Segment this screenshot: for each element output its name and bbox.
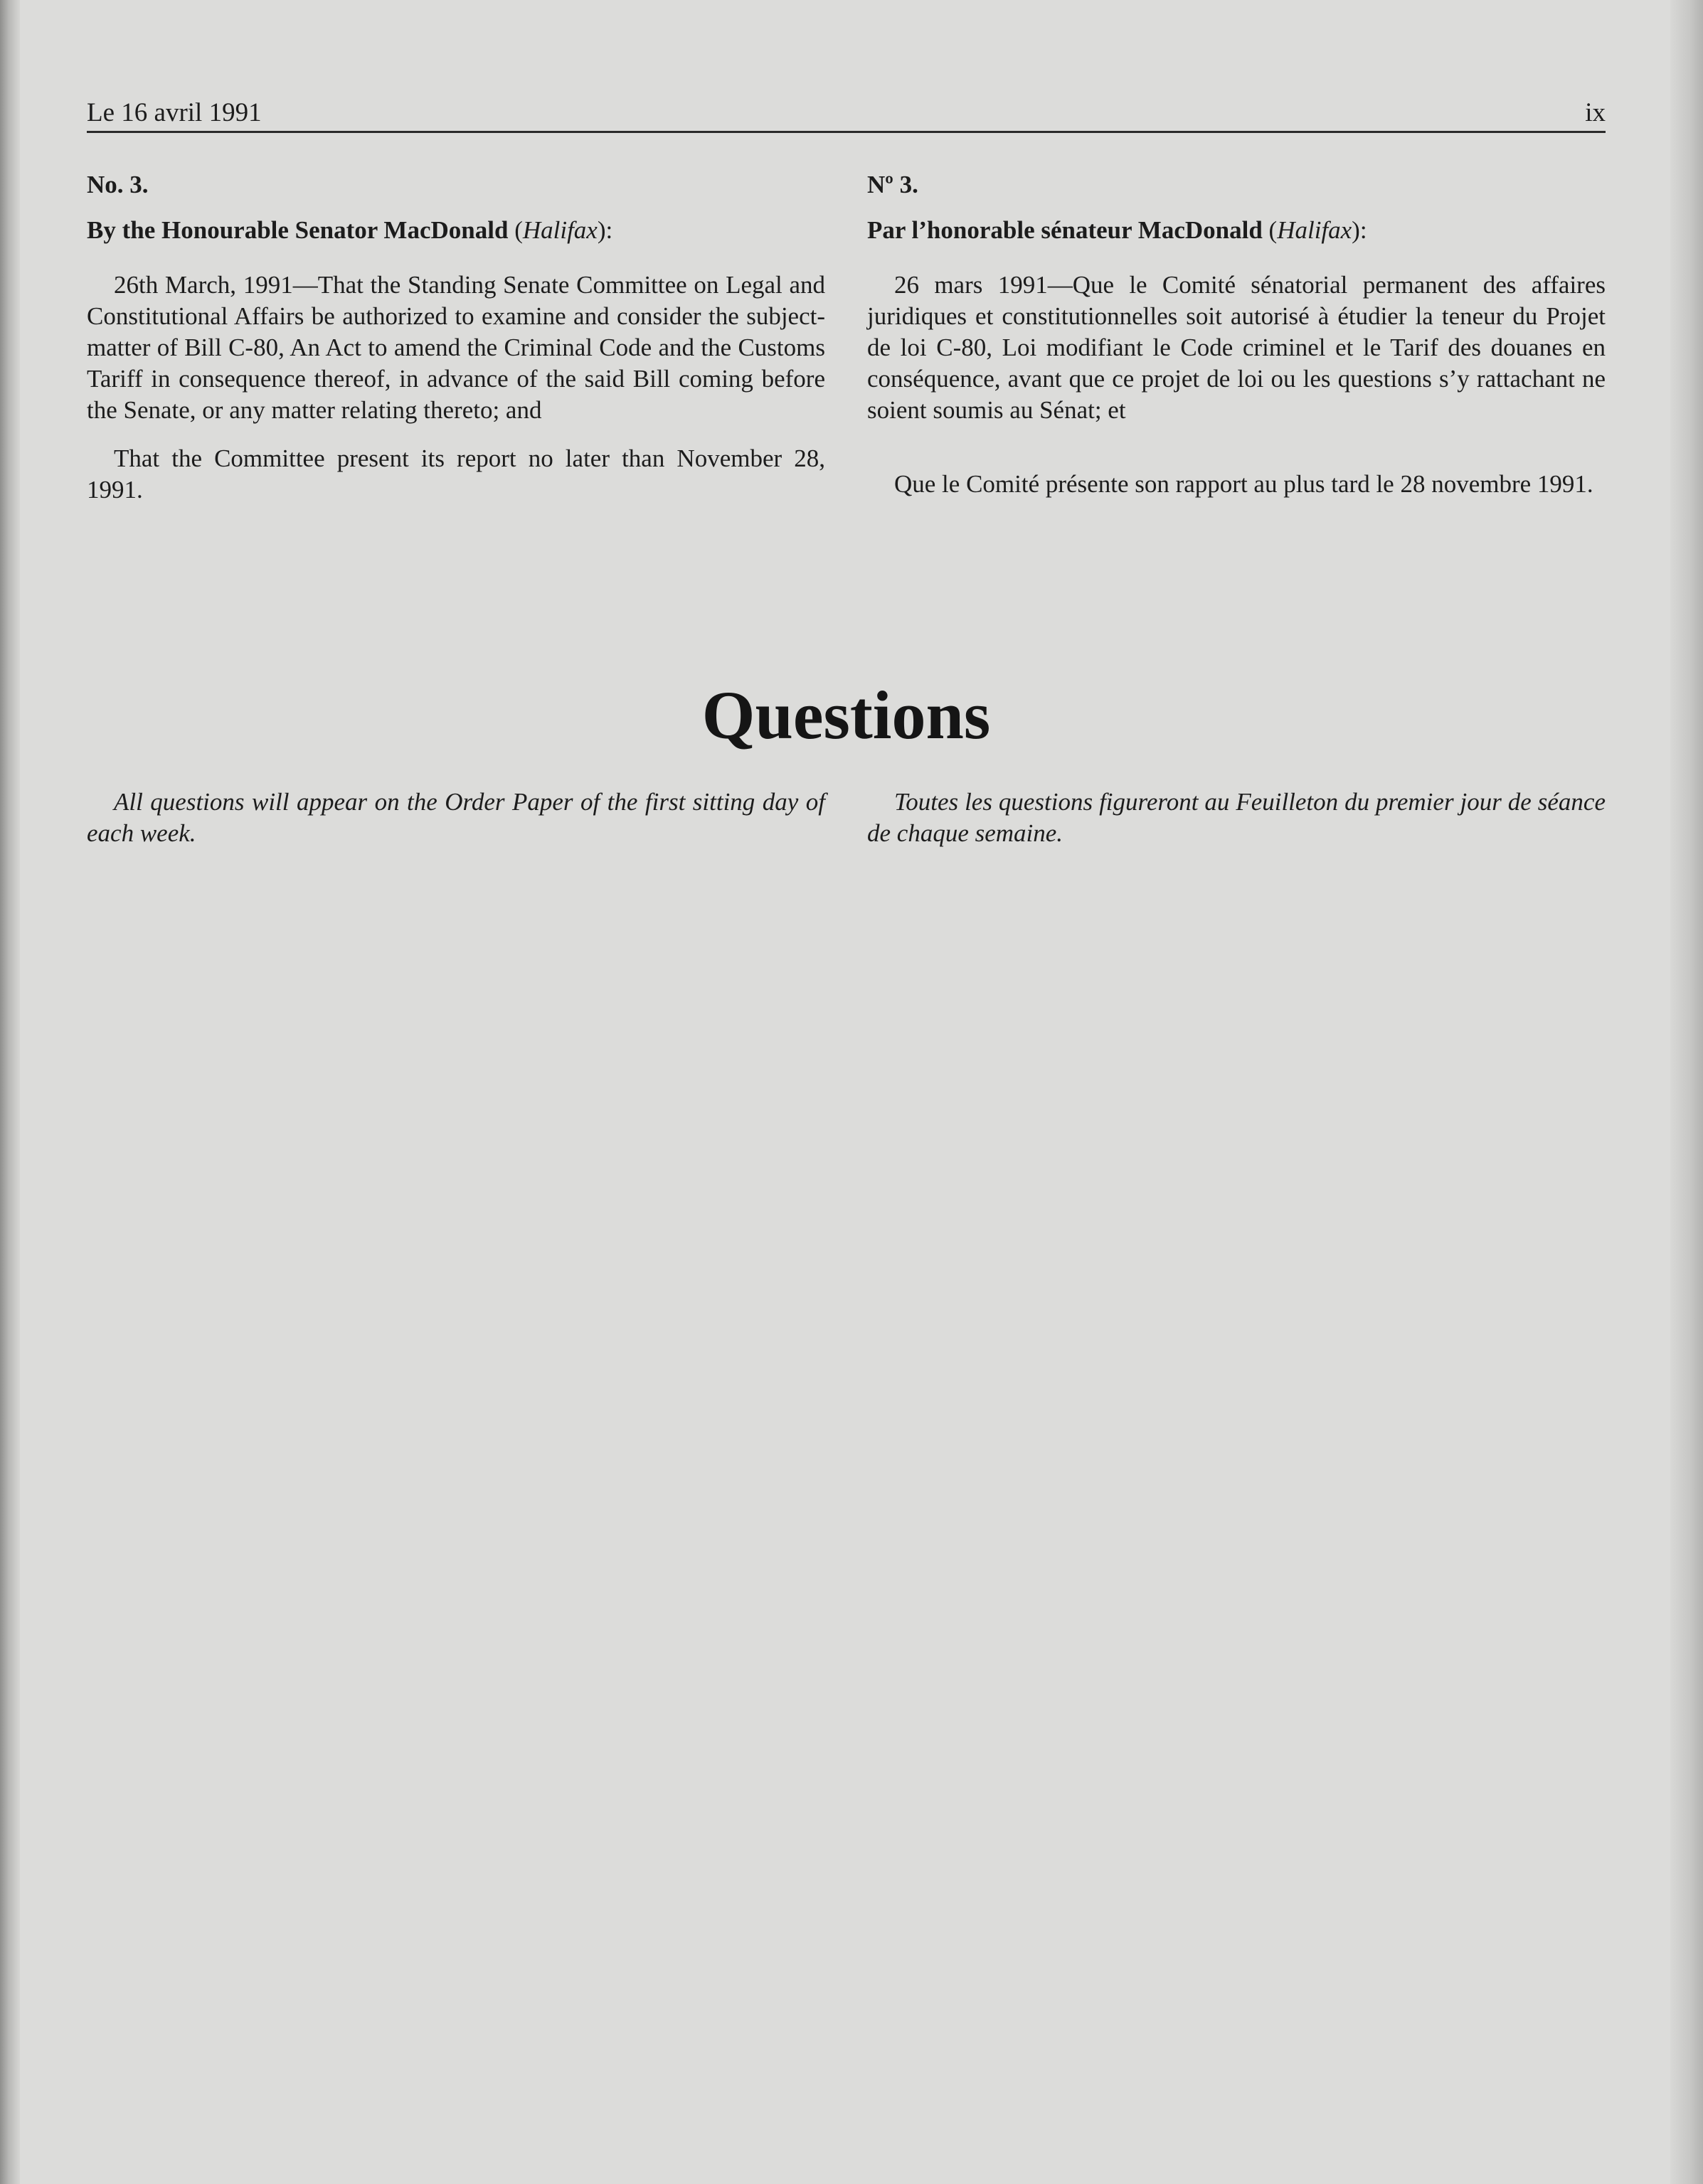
questions-columns [87,787,1606,849]
motion-sponsor: By the Honourable Senator MacDonald (Halifax): [87,216,613,244]
document-page [87,91,1606,847]
motion-paragraph: 26 mars 1991—Que le Comité sénatorial permanent des affaires juridiques et constitutionnelles soit autorisé à étudier la teneur du Projet de loi C-80, Loi modifiant le Code criminel et le Tarif des douanes en conséquence, avant que ce projet de loi ou les questions s’y rattachant ne soient soumis au Sénat; et [867,271,1606,424]
sponsor-place: Halifax [522,216,598,244]
running-head [87,91,1606,133]
sponsor-name: Par l’honorable sénateur MacDonald [867,216,1263,244]
section-title: Questions [701,677,991,753]
english-column [87,170,825,506]
running-head-date: Le 16 avril 1991 [87,98,262,127]
questions-note: Toutes les questions figureront au Feuilleton du premier jour de séance de chaque semaine. [867,788,1606,847]
sponsor-place: Halifax [1277,216,1352,244]
motion-number: No. 3. [87,171,149,198]
motion-paragraph: Que le Comité présente son rapport au plus tard le 28 novembre 1991. [894,470,1593,498]
page-number: ix [1585,98,1606,127]
page-edge-shadow [1670,0,1703,2184]
sponsor-name: By the Honourable Senator MacDonald [87,216,509,244]
motion-paragraph: That the Committee present its report no later than November 28, 1991. [87,444,825,504]
page-spine-shadow [0,0,20,2184]
motion-sponsor: Par l’honorable sénateur MacDonald (Halifax): [867,216,1367,244]
motion-number: Nº 3. [867,171,918,198]
french-column [867,170,1606,506]
french-column [867,787,1606,849]
english-column [87,787,825,849]
motion-columns [87,170,1606,506]
motion-paragraph: 26th March, 1991—That the Standing Senate Committee on Legal and Constitutional Affairs be authorized to examine and consider the subject-matter of Bill C-80, An Act to amend the Criminal Code and the Customs Tariff in consequence thereof, in advance of the said Bill coming before the Senate, or any matter relating thereto; and [87,271,825,424]
questions-note: All questions will appear on the Order Paper of the first sitting day of each week. [87,788,825,847]
